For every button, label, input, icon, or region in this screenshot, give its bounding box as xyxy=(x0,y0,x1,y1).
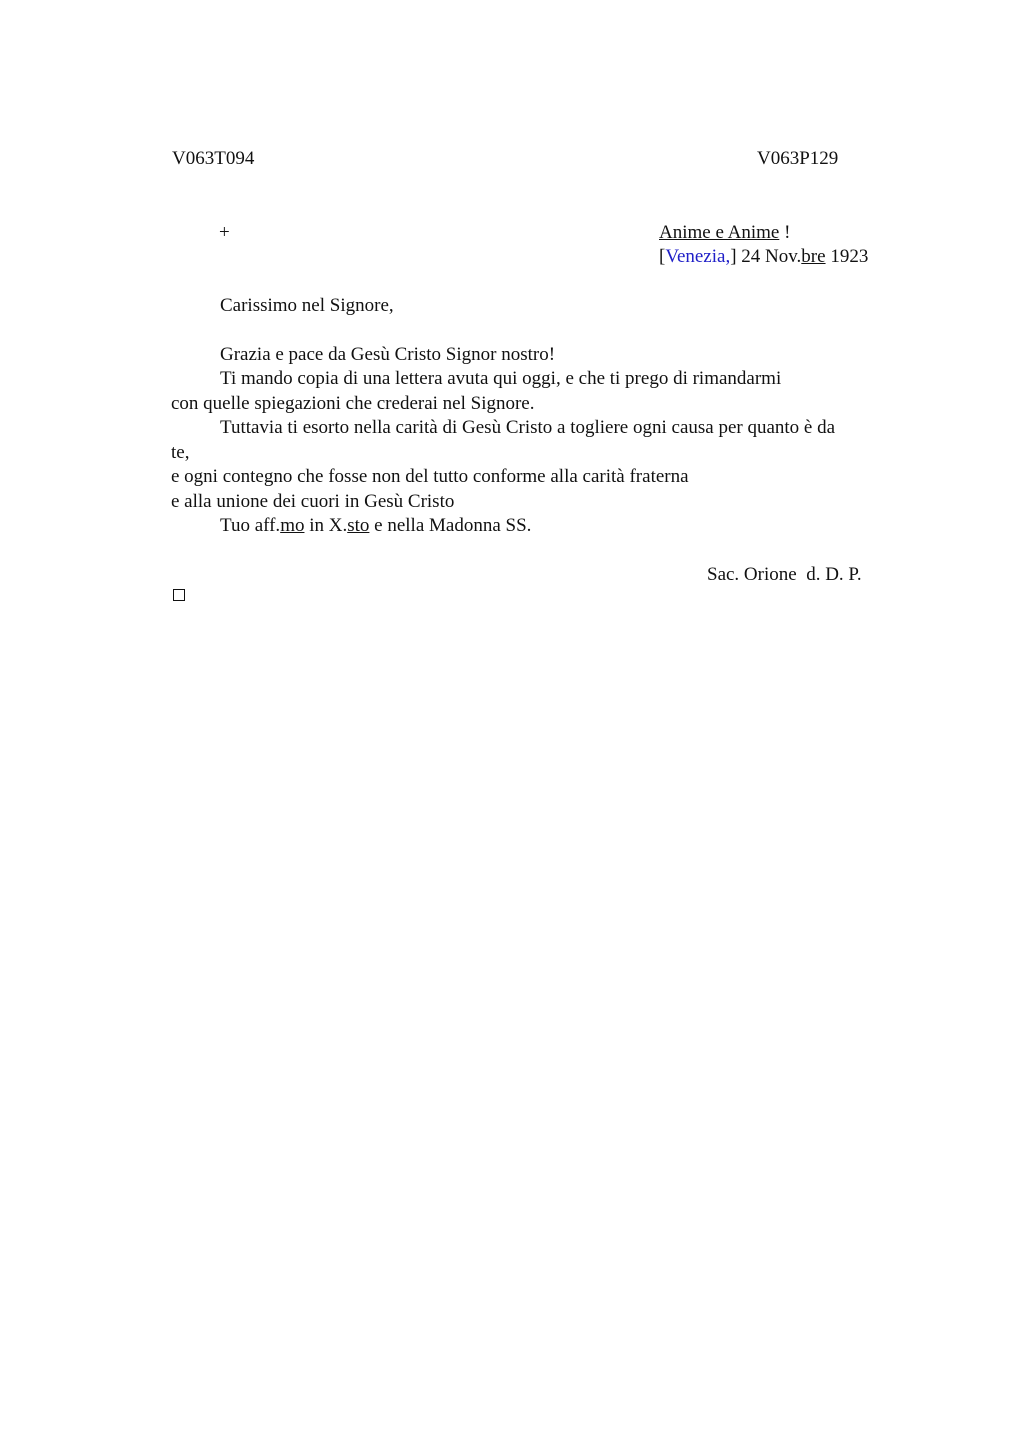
document-code-left: V063T094 xyxy=(172,148,255,169)
date-day: 24 Nov. xyxy=(741,246,802,267)
letter-line: e alla unione dei cuori in Gesù Cristo xyxy=(171,491,455,512)
motto-text: Anime e Anime xyxy=(659,222,780,243)
letter-line: Grazia e pace da Gesù Cristo Signor nostro! xyxy=(220,344,556,365)
closing-part: Tuo aff. xyxy=(220,515,281,536)
letter-line: Ti mando copia di una lettera avuta qui oggi, e che ti prego di rimandarmi xyxy=(220,368,782,389)
letter-line: Tuttavia ti esorto nella carità di Gesù Cristo a togliere ogni causa per quanto è da xyxy=(220,417,836,438)
place-bracket-open: [ xyxy=(659,246,666,267)
motto-exclamation: ! xyxy=(784,222,791,243)
closing-part: in X. xyxy=(304,515,348,536)
letter-line: te, xyxy=(171,442,190,463)
closing-abbrev-mo: mo xyxy=(280,515,305,536)
document-code-right: V063P129 xyxy=(757,148,839,169)
closing-abbrev-sto: sto xyxy=(347,515,370,536)
place-name: Venezia, xyxy=(665,246,731,267)
end-box-icon xyxy=(173,589,185,601)
closing-line xyxy=(220,514,531,538)
letter-line: con quelle spiegazioni che crederai nel Signore. xyxy=(171,393,535,414)
letter-line: e ogni contegno che fosse non del tutto conforme alla carità fraterna xyxy=(171,466,689,487)
closing-part: e nella Madonna SS. xyxy=(369,515,532,536)
date-month-suffix: bre xyxy=(801,246,826,267)
date-year: 1923 xyxy=(830,246,869,267)
salutation: Carissimo nel Signore, xyxy=(220,295,394,316)
date-line xyxy=(659,245,868,269)
motto-line xyxy=(659,221,790,245)
signature: Sac. Orione d. D. P. xyxy=(707,564,862,585)
cross-mark: + xyxy=(219,222,230,243)
place-bracket-close: ] xyxy=(730,246,737,267)
